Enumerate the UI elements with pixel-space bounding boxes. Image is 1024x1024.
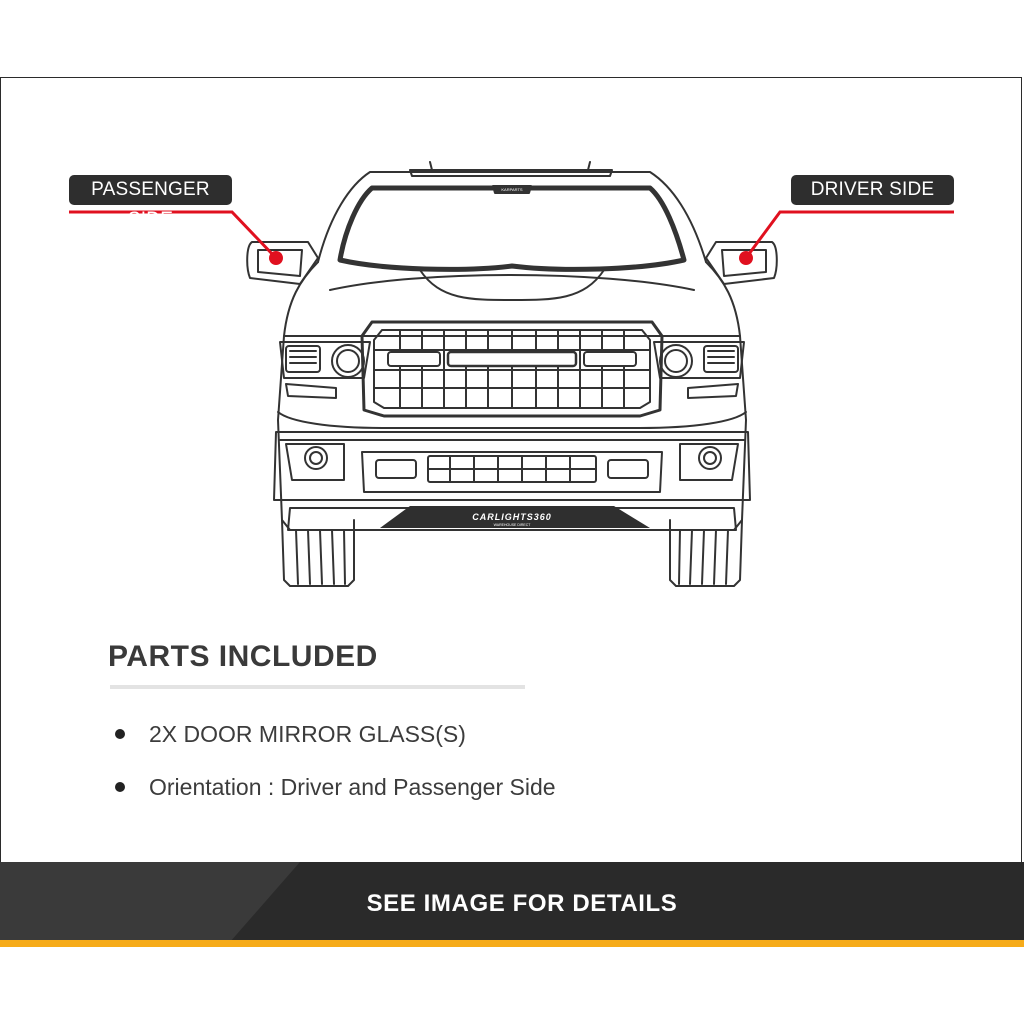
passenger-side-label: PASSENGER SIDE (69, 175, 232, 205)
footer-text: SEE IMAGE FOR DETAILS (366, 890, 678, 917)
driver-callout-line (746, 212, 954, 258)
driver-mirror-marker (739, 251, 753, 265)
footer-accent-strip (0, 940, 1024, 947)
footer-banner (0, 862, 1024, 942)
heading-underline (110, 685, 525, 689)
parts-item: 2X DOOR MIRROR GLASS(S) (149, 721, 466, 747)
plate-brand: CARLIGHTS360 (472, 512, 552, 522)
bullet-icon (115, 729, 125, 739)
passenger-mirror-marker (269, 251, 283, 265)
bullet-icon (115, 782, 125, 792)
plate-tagline: WAREHOUSE DIRECT (493, 523, 531, 527)
parts-item: Orientation : Driver and Passenger Side (149, 774, 556, 800)
parts-included-heading: PARTS INCLUDED (108, 640, 378, 673)
driver-side-label: DRIVER SIDE (791, 175, 954, 205)
windshield-badge: KARPARTS (501, 187, 523, 192)
